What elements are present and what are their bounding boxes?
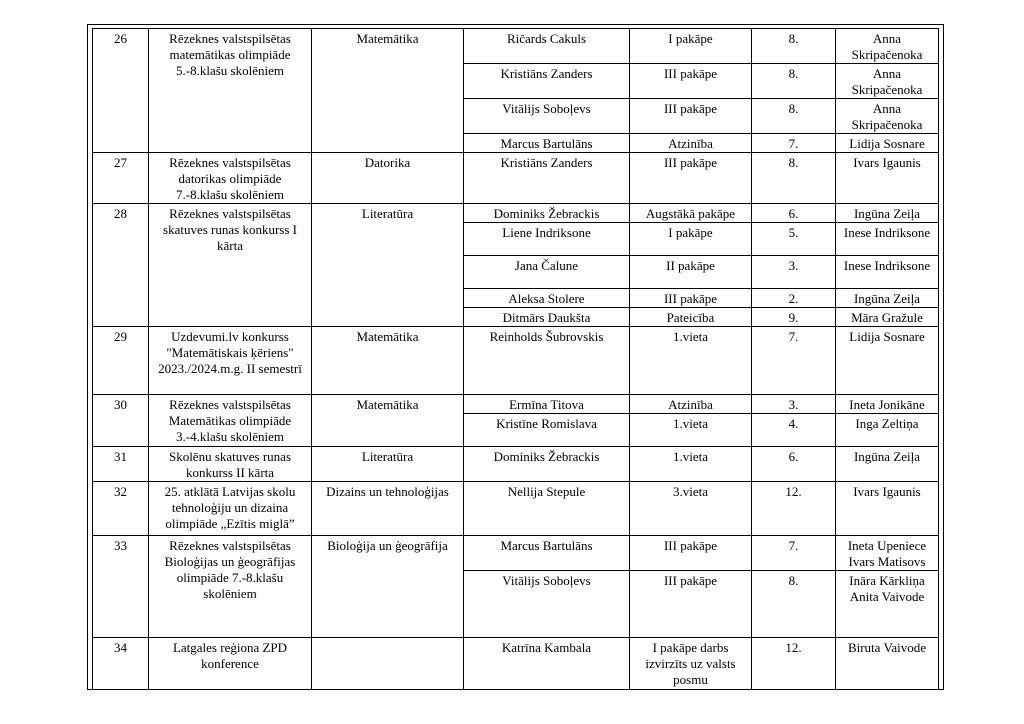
- cell-grade: 3.: [752, 395, 836, 414]
- cell-grade: 7.: [752, 536, 836, 571]
- cell-student: Katrīna Kambala: [464, 638, 630, 690]
- cell-grade: 12.: [752, 482, 836, 536]
- cell-result: II pakāpe: [630, 256, 752, 289]
- cell-student: Dominiks Žebrackis: [464, 447, 630, 482]
- cell-teacher: Ingūna Zeiļa: [836, 204, 939, 223]
- cell-nr: 27: [93, 153, 149, 204]
- cell-teacher: Anna Skripačenoka: [836, 64, 939, 99]
- table-row: [93, 327, 939, 395]
- cell-student: Nellija Stepule: [464, 482, 630, 536]
- cell-teacher: Inese Indriksone: [836, 256, 939, 289]
- cell-grade: 7.: [752, 327, 836, 395]
- cell-student: Marcus Bartulāns: [464, 134, 630, 153]
- cell-result: 3.vieta: [630, 482, 752, 536]
- cell-teacher: Ineta Upeniece Ivars Matisovs: [836, 536, 939, 571]
- cell-grade: 6.: [752, 447, 836, 482]
- cell-nr: 34: [93, 638, 149, 690]
- cell-result: III pakāpe: [630, 536, 752, 571]
- cell-grade: 8.: [752, 153, 836, 204]
- cell-result: Atzinība: [630, 134, 752, 153]
- cell-result: 1.vieta: [630, 414, 752, 447]
- cell-grade: 3.: [752, 256, 836, 289]
- cell-student: Ričards Cakuls: [464, 29, 630, 64]
- cell-result: Atzinība: [630, 395, 752, 414]
- cell-student: Kristiāns Zanders: [464, 64, 630, 99]
- cell-grade: 9.: [752, 308, 836, 327]
- table-row: [93, 204, 939, 223]
- cell-student: Jana Čalune: [464, 256, 630, 289]
- cell-student: Dominiks Žebrackis: [464, 204, 630, 223]
- cell-subject: [312, 638, 464, 690]
- cell-teacher: Ināra Kārkliņa Anita Vaivode: [836, 571, 939, 638]
- cell-competition: Skolēnu skatuves runas konkurss II kārta: [149, 447, 312, 482]
- cell-subject: Matemātika: [312, 29, 464, 153]
- cell-teacher: Anna Skripačenoka: [836, 29, 939, 64]
- cell-teacher: Māra Gražule: [836, 308, 939, 327]
- cell-result: III pakāpe: [630, 64, 752, 99]
- cell-competition: Uzdevumi.lv konkurss "Matemātiskais ķēriens" 2023./2024.m.g. II semestrī: [149, 327, 312, 395]
- cell-result: Augstākā pakāpe: [630, 204, 752, 223]
- cell-teacher: Inese Indriksone: [836, 223, 939, 256]
- cell-student: Vitālijs Soboļevs: [464, 571, 630, 638]
- cell-nr: 30: [93, 395, 149, 447]
- cell-competition: 25. atklātā Latvijas skolu tehnoloģiju un dizaina olimpiāde „Ezītis miglā”: [149, 482, 312, 536]
- cell-student: Ditmārs Daukšta: [464, 308, 630, 327]
- cell-subject: Dizains un tehnoloģijas: [312, 482, 464, 536]
- cell-grade: 8.: [752, 29, 836, 64]
- cell-teacher: Lidija Sosnare: [836, 134, 939, 153]
- cell-subject: Literatūra: [312, 204, 464, 327]
- cell-nr: 26: [93, 29, 149, 153]
- cell-competition: Rēzeknes valstspilsētas Matemātikas olimpiāde 3.-4.klašu skolēniem: [149, 395, 312, 447]
- awards-table: [92, 28, 939, 690]
- cell-grade: 8.: [752, 99, 836, 134]
- cell-competition: Rēzeknes valstspilsētas skatuves runas konkurss I kārta: [149, 204, 312, 327]
- cell-grade: 8.: [752, 571, 836, 638]
- cell-result: I pakāpe darbs izvirzīts uz valsts posmu: [630, 638, 752, 690]
- cell-teacher: Lidija Sosnare: [836, 327, 939, 395]
- cell-teacher: Biruta Vaivode: [836, 638, 939, 690]
- cell-result: III pakāpe: [630, 153, 752, 204]
- cell-competition: Rēzeknes valstspilsētas datorikas olimpiāde 7.-8.klašu skolēniem: [149, 153, 312, 204]
- cell-subject: Bioloģija un ģeogrāfija: [312, 536, 464, 638]
- cell-teacher: Ivars Igaunis: [836, 482, 939, 536]
- cell-student: Kristīne Romislava: [464, 414, 630, 447]
- cell-competition: Latgales reģiona ZPD konference: [149, 638, 312, 690]
- cell-result: I pakāpe: [630, 29, 752, 64]
- cell-nr: 33: [93, 536, 149, 638]
- cell-result: I pakāpe: [630, 223, 752, 256]
- cell-result: III pakāpe: [630, 99, 752, 134]
- cell-nr: 29: [93, 327, 149, 395]
- cell-student: Vitālijs Soboļevs: [464, 99, 630, 134]
- cell-grade: 4.: [752, 414, 836, 447]
- cell-grade: 12.: [752, 638, 836, 690]
- cell-teacher: Ingūna Zeiļa: [836, 447, 939, 482]
- cell-grade: 2.: [752, 289, 836, 308]
- cell-nr: 32: [93, 482, 149, 536]
- cell-result: Pateicība: [630, 308, 752, 327]
- cell-grade: 5.: [752, 223, 836, 256]
- table-row: [93, 536, 939, 571]
- cell-student: Marcus Bartulāns: [464, 536, 630, 571]
- cell-student: Ermīna Titova: [464, 395, 630, 414]
- table-row: [93, 395, 939, 414]
- cell-result: 1.vieta: [630, 447, 752, 482]
- cell-teacher: Inga Zeltiņa: [836, 414, 939, 447]
- cell-student: Reinholds Šubrovskis: [464, 327, 630, 395]
- cell-grade: 6.: [752, 204, 836, 223]
- cell-student: Kristiāns Zanders: [464, 153, 630, 204]
- cell-nr: 31: [93, 447, 149, 482]
- table-row: [93, 447, 939, 482]
- cell-grade: 8.: [752, 64, 836, 99]
- table-row: [93, 153, 939, 204]
- table-row: [93, 482, 939, 536]
- cell-teacher: Ivars Igaunis: [836, 153, 939, 204]
- cell-result: III pakāpe: [630, 571, 752, 638]
- table-row: [93, 638, 939, 690]
- cell-student: Aleksa Stolere: [464, 289, 630, 308]
- cell-subject: Literatūra: [312, 447, 464, 482]
- cell-teacher: Ingūna Zeiļa: [836, 289, 939, 308]
- cell-result: III pakāpe: [630, 289, 752, 308]
- table-row: [93, 29, 939, 64]
- cell-competition: Rēzeknes valstspilsētas matemātikas olimpiāde 5.-8.klašu skolēniem: [149, 29, 312, 153]
- cell-student: Liene Indriksone: [464, 223, 630, 256]
- cell-result: 1.vieta: [630, 327, 752, 395]
- cell-competition: Rēzeknes valstspilsētas Bioloģijas un ģeogrāfijas olimpiāde 7.-8.klašu skolēniem: [149, 536, 312, 638]
- cell-grade: 7.: [752, 134, 836, 153]
- cell-teacher: Ineta Jonikāne: [836, 395, 939, 414]
- cell-subject: Matemātika: [312, 327, 464, 395]
- cell-teacher: Anna Skripačenoka: [836, 99, 939, 134]
- cell-subject: Matemātika: [312, 395, 464, 447]
- cell-nr: 28: [93, 204, 149, 327]
- cell-subject: Datorika: [312, 153, 464, 204]
